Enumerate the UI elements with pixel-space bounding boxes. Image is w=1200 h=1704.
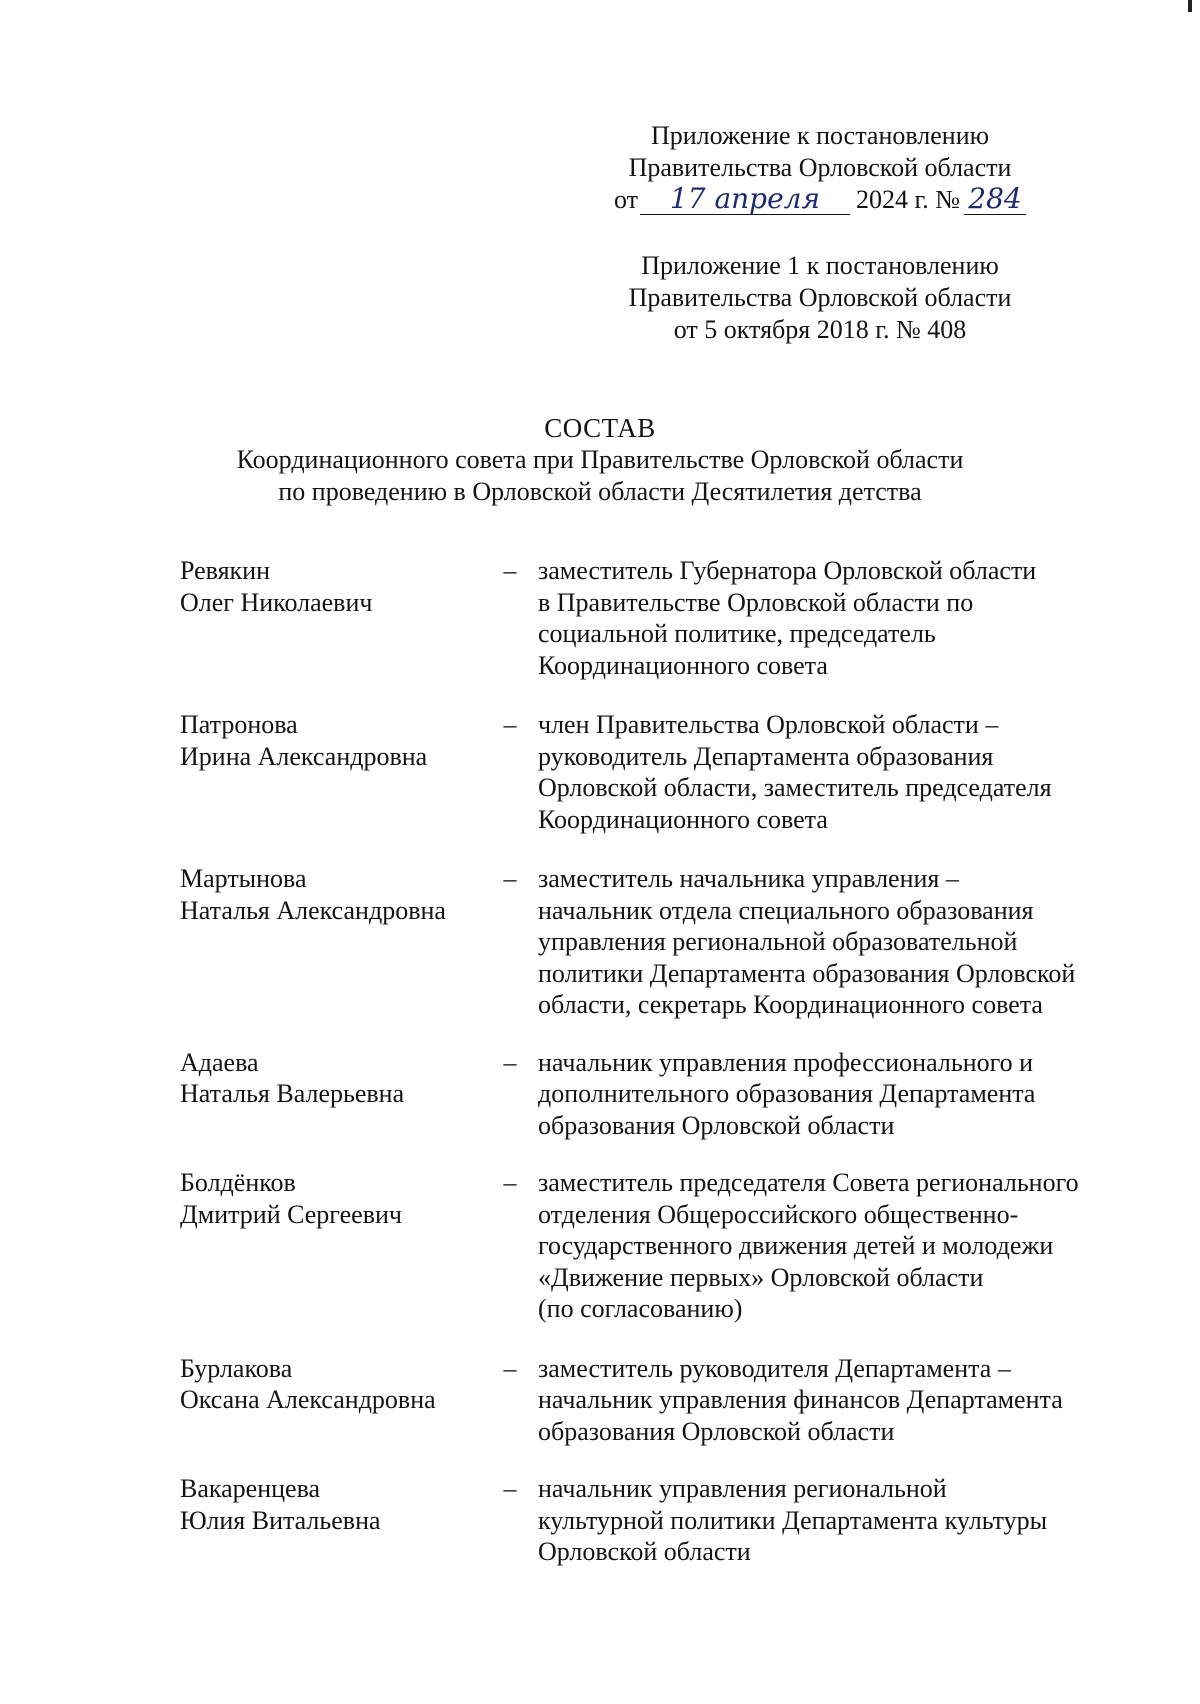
member-role-line: заместитель Губернатора Орловской области — [538, 556, 1037, 585]
member-dash: – — [503, 1353, 517, 1383]
member-role-line: социальной политике, председатель — [538, 619, 936, 648]
member-surname: Патронова — [180, 710, 298, 739]
member-surname: Вакаренцева — [180, 1474, 321, 1503]
from-label: от — [613, 185, 638, 214]
year-label: 2024 г. № — [855, 185, 961, 214]
appendix-header-line-2: Правительства Орловской области — [628, 153, 1012, 182]
member-role-line: заместитель руководителя Департамента – — [538, 1353, 1011, 1383]
member-role-line: начальник управления региональной — [538, 1474, 947, 1503]
member-name — [180, 709, 490, 772]
member-given-name: Дмитрий Сергеевич — [180, 1199, 402, 1229]
member-role-line: Координационного совета — [538, 650, 828, 680]
member-role-line: Координационного совета — [538, 804, 828, 834]
scan-mark — [1188, 0, 1192, 12]
member-role-line: заместитель председателя Совета регионального — [538, 1168, 1079, 1197]
member-surname: Адаева — [180, 1047, 259, 1077]
member-name — [180, 863, 490, 926]
member-role — [530, 863, 1140, 1021]
member-surname: Бурлакова — [180, 1353, 293, 1383]
title-line-2: по проведению в Орловской области Десятилетия детства — [278, 477, 922, 506]
appendix-header-line-1: Приложение к постановлению — [650, 121, 990, 150]
member-role-line: в Правительстве Орловской области по — [538, 587, 974, 617]
member-dash: – — [503, 556, 517, 585]
appendix-reference-line — [600, 184, 1040, 216]
appendix-header — [600, 120, 1040, 216]
member-role-line: образования Орловской области — [538, 1416, 895, 1446]
member-name — [180, 1353, 490, 1416]
member-role-line: области, секретарь Координационного совета — [538, 990, 1043, 1019]
member-dash: – — [503, 710, 517, 739]
member-surname: Ревякин — [180, 556, 271, 585]
member-role-line: начальник управления финансов Департамента — [538, 1385, 1063, 1414]
member-role-line: образования Орловской области — [538, 1110, 895, 1140]
original-appendix-header — [600, 250, 1040, 346]
member-given-name: Наталья Валерьевна — [180, 1079, 405, 1108]
members-list — [180, 555, 1140, 1568]
member-name — [180, 1047, 490, 1110]
document-title — [0, 412, 1200, 508]
title-line-1: Координационного совета при Правительстве Орловской области — [236, 445, 964, 474]
member-role — [530, 1353, 1140, 1448]
member-role — [530, 555, 1140, 681]
member-entry — [180, 1473, 1140, 1568]
member-role-line: начальник управления профессионального и — [538, 1047, 1034, 1077]
member-entry — [180, 1167, 1140, 1325]
member-given-name: Наталья Александровна — [180, 895, 446, 925]
member-name — [180, 1473, 490, 1536]
member-entry — [180, 863, 1140, 1021]
member-role-line: член Правительства Орловской области – — [538, 710, 999, 739]
member-role-line: «Движение первых» Орловской области — [538, 1262, 984, 1292]
member-role-line: руководитель Департамента образования — [538, 741, 994, 771]
member-role-line: дополнительного образования Департамента — [538, 1079, 1036, 1108]
member-role — [530, 1473, 1140, 1568]
member-role-line: культурной политики Департамента культуры — [538, 1505, 1048, 1535]
handwritten-date: 17 апреля — [640, 184, 850, 215]
member-entry — [180, 1353, 1140, 1448]
member-role-line: управления региональной образовательной — [538, 927, 1018, 956]
member-entry — [180, 1047, 1140, 1142]
handwritten-number: 284 — [964, 184, 1026, 215]
member-entry — [180, 555, 1140, 681]
member-role — [530, 1047, 1140, 1142]
member-given-name: Ирина Александровна — [180, 741, 428, 771]
member-dash: – — [503, 1168, 517, 1197]
member-role-line: политики Департамента образования Орловской — [538, 958, 1076, 988]
member-dash: – — [503, 1047, 517, 1077]
member-surname: Болдёнков — [180, 1168, 296, 1197]
title-word: СОСТАВ — [544, 413, 656, 443]
member-role-line: начальник отдела специального образования — [538, 895, 1034, 925]
member-role-line: государственного движения детей и молодежи — [538, 1231, 1054, 1260]
original-header-line-2: Правительства Орловской области — [628, 283, 1012, 312]
member-dash: – — [503, 864, 517, 893]
member-entry — [180, 709, 1140, 835]
member-dash: – — [503, 1474, 517, 1503]
member-role — [530, 709, 1140, 835]
member-role — [530, 1167, 1140, 1325]
member-given-name: Оксана Александровна — [180, 1385, 436, 1414]
member-role-line: Орловской области, заместитель председателя — [538, 773, 1052, 802]
member-role-line: Орловской области — [538, 1537, 751, 1566]
member-role-line: отделения Общероссийского общественно- — [538, 1199, 1019, 1229]
member-given-name: Юлия Витальевна — [180, 1505, 381, 1535]
member-role-line: (по согласованию) — [538, 1294, 743, 1323]
member-role-line: заместитель начальника управления – — [538, 864, 959, 893]
member-name — [180, 555, 490, 618]
original-header-line-1: Приложение 1 к постановлению — [641, 251, 999, 280]
member-surname: Мартынова — [180, 864, 307, 893]
original-header-line-3: от 5 октября 2018 г. № 408 — [673, 315, 967, 344]
member-name — [180, 1167, 490, 1230]
member-given-name: Олег Николаевич — [180, 587, 373, 617]
